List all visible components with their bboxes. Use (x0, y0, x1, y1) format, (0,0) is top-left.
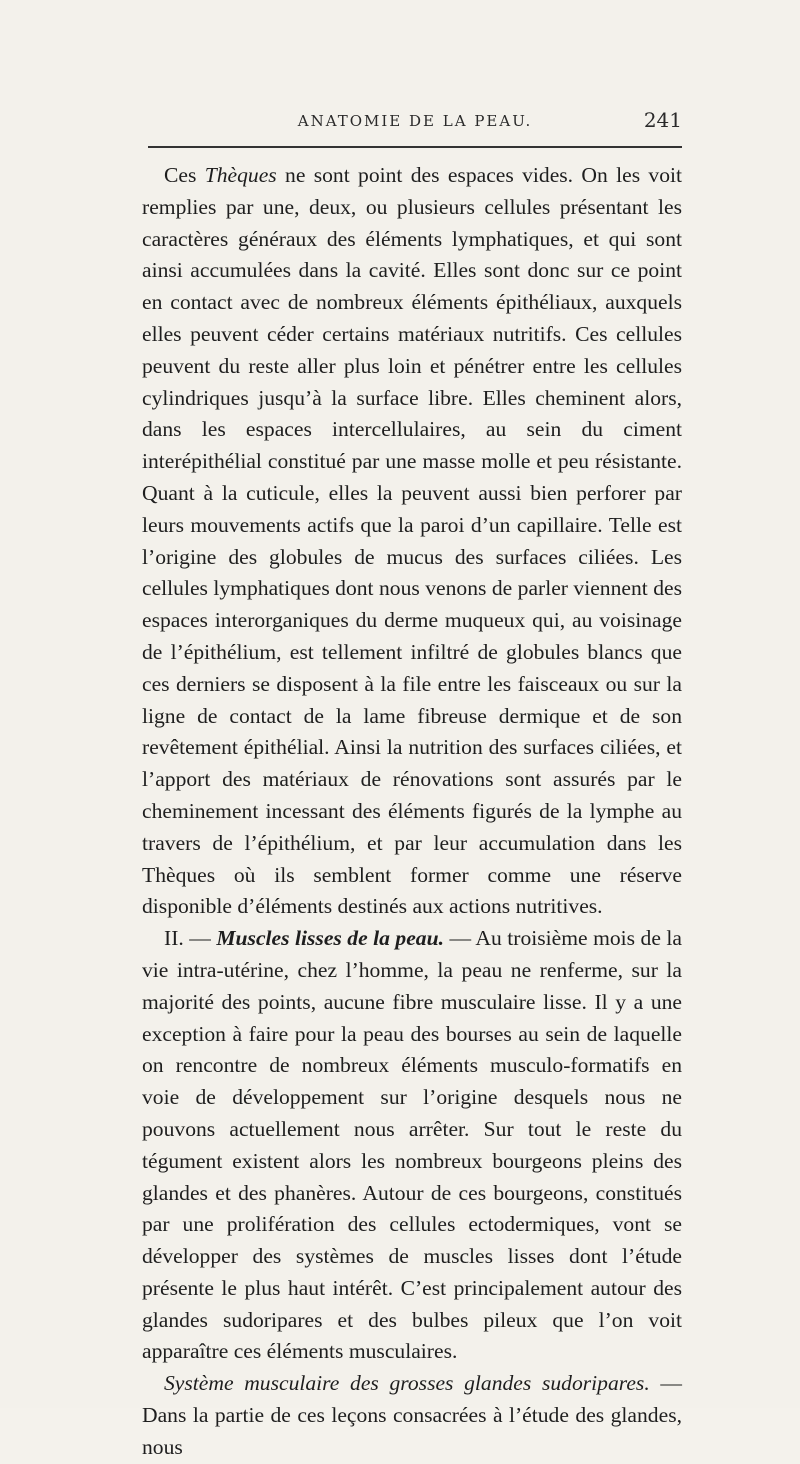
paragraph-theques-text: ne sont point des espaces vides. On les voit remplies par une, deux, ou plusieurs cellules présentant les caractères généraux des éléments lymphatiques, et qui sont ainsi accumulées dans la cavité. Elles sont donc sur ce point en contact avec de nombreux éléments épithéliaux, auxquels elles peuvent céder certains matériaux nutritifs. Ces cellules peuvent du reste aller plus loin et pénétrer entre les cellules cylindriques jusqu’à la surface libre. Elles cheminent alors, dans les espaces intercellulaires, au sein du ciment interépithélial constitué par une masse molle et peu résistante. Quant à la cuticule, elles la peuvent aussi bien perforer par leurs mouvements actifs que la paroi d’un capillaire. Telle est l’origine des globules de mucus des surfaces ciliées. Les cellules lymphatiques dont nous venons de parler viennent des espaces interorganiques du derme muqueux qui, au voisinage de l’épithélium, est tellement infiltré de globules blancs que ces derniers se disposent à la file entre les faisceaux ou sur la ligne de contact de la lame fibreuse dermique et de son revêtement épithélial. Ainsi la nutrition des surfaces ciliées, et l’apport des matériaux de rénovations sont assurés par le cheminement incessant des éléments figurés de la lymphe au travers de l’épithélium, et par leur accumulation dans les Thèques où ils semblent former comme une réserve disponible d’éléments destinés aux actions nutritives. (142, 163, 683, 919)
page-number: 241 (643, 108, 682, 132)
paragraph-systeme-musculaire (142, 1368, 682, 1463)
paragraph-muscles-lisses-text: — Au troisième mois de la vie intra-utérine, chez l’homme, la peau ne renferme, sur la majorité des points, aucune fibre musculaire lisse. Il y a une exception à faire pour la peau des bourses au sein de laquelle on rencontre de nombreux éléments musculo-formatifs en voie de développement sur l’origine desquels nous ne pouvons actuellement nous arrêter. Sur tout le reste du tégument existent alors les nombreux bourgeons pleins des glandes et des phanères. Autour de ces bourgeons, constitués par une prolifération des cellules ectodermiques, vont se développer des systèmes de muscles lisses dont l’étude présente le plus haut intérêt. C’est principalement autour des glandes sudoripares et des bulbes pileux que l’on voit apparaître ces éléments musculaires. (142, 926, 683, 1364)
paragraph-systeme-musculaire-text: — Dans la partie de ces leçons consacrées à l’étude des glandes, nous (142, 1371, 682, 1459)
paragraph-muscles-lisses (142, 923, 682, 1368)
body-text (142, 160, 682, 1464)
paragraph-theques (142, 160, 682, 923)
running-title: ANATOMIE DE LA PEAU. (297, 112, 533, 130)
term-theques: Thèques (204, 163, 277, 187)
section-heading-muscles-lisses: Muscles lisses de la peau. (216, 926, 445, 951)
subheading-systeme-musculaire: Système musculaire des grosses glandes sudoripares. (164, 1371, 650, 1396)
section-numeral: II. — (164, 926, 217, 951)
header-rule (148, 146, 682, 148)
paragraph-theques-pre: Ces (164, 163, 205, 187)
page-header (148, 108, 682, 134)
